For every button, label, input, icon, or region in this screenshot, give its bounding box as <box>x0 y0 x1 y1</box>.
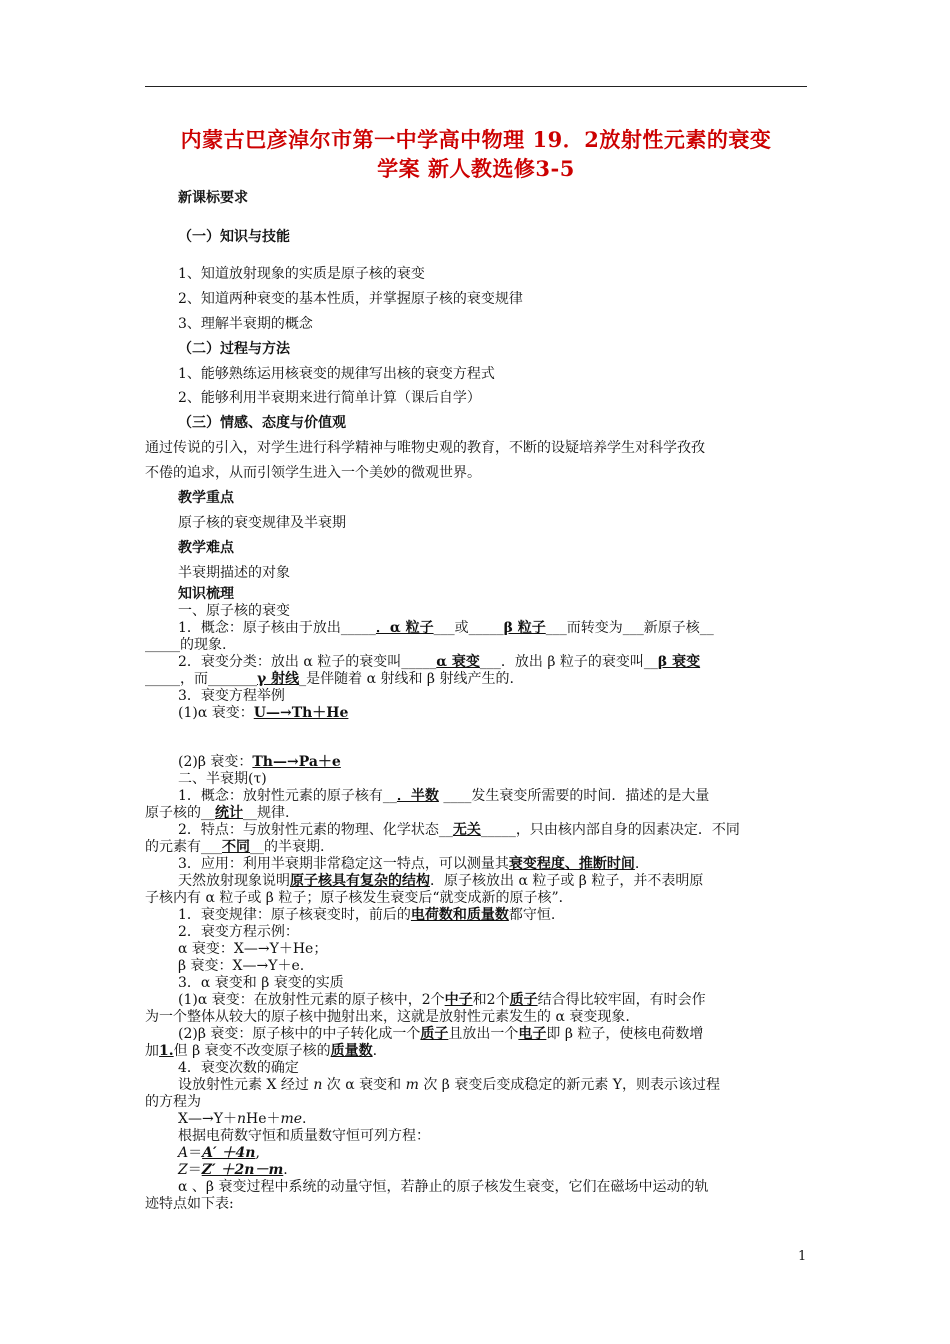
decay-count-equation: X—→Y＋nHe＋me. <box>178 1111 307 1127</box>
heading-teaching-difficulty: 教学难点 <box>178 540 234 556</box>
conservation-text: 根据电荷数守恒和质量数守恒可列方程： <box>178 1128 430 1144</box>
process-item-2: 2、能够利用半衰期来进行简单计算（课后自学） <box>178 390 481 406</box>
header-rule <box>145 86 807 87</box>
equation-examples-heading: 3．衰变方程举例 <box>178 688 285 704</box>
half-life-concept-line1: 1．概念：放射性元素的原子核有__．半数 ____发生衰变所需要的时间．描述的是大量 <box>178 788 710 804</box>
natural-radioactivity-line1: 天然放射现象说明原子核具有复杂的结构．原子核放出 α 粒子或 β 粒子，并不表明原 <box>178 873 704 889</box>
beta-decay-general: β 衰变：X—→Y＋e. <box>178 958 305 974</box>
decay-rule: 1．衰变规律：原子核衰变时，前后的电荷数和质量数都守恒. <box>178 907 556 923</box>
section-nuclear-decay: 一、原子核的衰变 <box>178 603 290 619</box>
knowledge-item-2: 2、知道两种衰变的基本性质，并掌握原子核的衰变规律 <box>178 291 523 307</box>
decay-essence-heading: 3．α 衰变和 β 衰变的实质 <box>178 975 344 991</box>
half-life-concept-line2: 原子核的__统计__规律. <box>145 805 290 821</box>
heading-requirements: 新课标要求 <box>178 190 248 206</box>
page-number: 1 <box>798 1249 807 1264</box>
beta-decay-example: (2)β 衰变：Th—→Pa＋e <box>178 754 341 770</box>
knowledge-item-1: 1、知道放射现象的实质是原子核的衰变 <box>178 266 425 282</box>
half-life-feature-line2: 的元素有___不同__的半衰期. <box>145 839 325 855</box>
emotion-text-line2: 不倦的追求，从而引领学生进入一个美妙的微观世界。 <box>145 465 481 481</box>
heading-knowledge-review: 知识梳理 <box>178 586 234 602</box>
concept-line2: _____的现象. <box>145 637 227 653</box>
momentum-text-line1: α 、β 衰变过程中系统的动量守恒，若静止的原子核发生衰变，它们在磁场中运动的轨 <box>178 1179 709 1195</box>
beta-essence-line1: (2)β 衰变：原子核中的中子转化成一个质子且放出一个电子即 β 粒子，使核电荷数增 <box>178 1026 704 1042</box>
momentum-text-line2: 迹特点如下表: <box>145 1196 234 1212</box>
teaching-difficulty-text: 半衰期描述的对象 <box>178 565 290 581</box>
decay-count-line1: 设放射性元素 X 经过 n 次 α 衰变和 m 次 β 衰变后变成稳定的新元素 Y，则表示该过程 <box>178 1077 721 1093</box>
emotion-text-line1: 通过传说的引入，对学生进行科学精神与唯物史观的教育，不断的设疑培养学生对科学孜孜 <box>145 440 705 456</box>
heading-process-methods: （二）过程与方法 <box>178 341 290 357</box>
teaching-focus-text: 原子核的衰变规律及半衰期 <box>178 515 346 531</box>
half-life-application: 3．应用：利用半衰期非常稳定这一特点，可以测量其衰变程度、推断时间. <box>178 856 640 872</box>
charge-number-equation: Z＝Z′ ＋2n－m. <box>178 1162 288 1178</box>
classification-line2: _____，而_______γ 射线_是伴随着 α 射线和 β 射线产生的. <box>145 671 514 687</box>
heading-knowledge-skills: （一）知识与技能 <box>178 229 290 245</box>
knowledge-item-3: 3、理解半衰期的概念 <box>178 316 313 332</box>
heading-teaching-focus: 教学重点 <box>178 490 234 506</box>
section-half-life: 二、半衰期(τ) <box>178 771 267 787</box>
alpha-decay-general: α 衰变：X—→Y＋He； <box>178 941 328 957</box>
document-title-line1: 内蒙古巴彦淖尔市第一中学高中物理 19．2放射性元素的衰变 <box>180 127 772 152</box>
document-title-line2: 学案 新人教选修3-5 <box>377 156 575 181</box>
heading-emotion-values: （三）情感、态度与价值观 <box>178 415 346 431</box>
half-life-feature-line1: 2．特点：与放射性元素的物理、化学状态__无关_____，只由核内部自身的因素决定．不同 <box>178 822 740 838</box>
natural-radioactivity-line2: 子核内有 α 粒子或 β 粒子；原子核发生衰变后“就变成新的原子核”． <box>145 890 573 906</box>
process-item-1: 1、能够熟练运用核衰变的规律写出核的衰变方程式 <box>178 366 495 382</box>
mass-number-equation: A＝A′ ＋4n, <box>178 1145 260 1161</box>
alpha-essence-line2: 为一个整体从较大的原子核中抛射出来，这就是放射性元素发生的 α 衰变现象. <box>145 1009 630 1025</box>
alpha-essence-line1: (1)α 衰变：在放射性元素的原子核中，2个中子和2个质子结合得比较牢固，有时会作 <box>178 992 706 1008</box>
classification-line1: 2．衰变分类：放出 α 粒子的衰变叫_____α 衰变___．放出 β 粒子的衰变叫__β 衰变 <box>178 654 701 670</box>
beta-essence-line2: 加1.但 β 衰变不改变原子核的质量数. <box>145 1043 378 1059</box>
decay-count-line2: 的方程为 <box>145 1094 201 1110</box>
decay-equation-examples: 2．衰变方程示例： <box>178 924 299 940</box>
decay-count-heading: 4．衰变次数的确定 <box>178 1060 299 1076</box>
alpha-decay-example: (1)α 衰变：U—→Th＋He <box>178 705 349 721</box>
concept-line1: 1．概念：原子核由于放出_____．α 粒子___或_____β 粒子___而转变为___新原子核__ <box>178 620 714 636</box>
